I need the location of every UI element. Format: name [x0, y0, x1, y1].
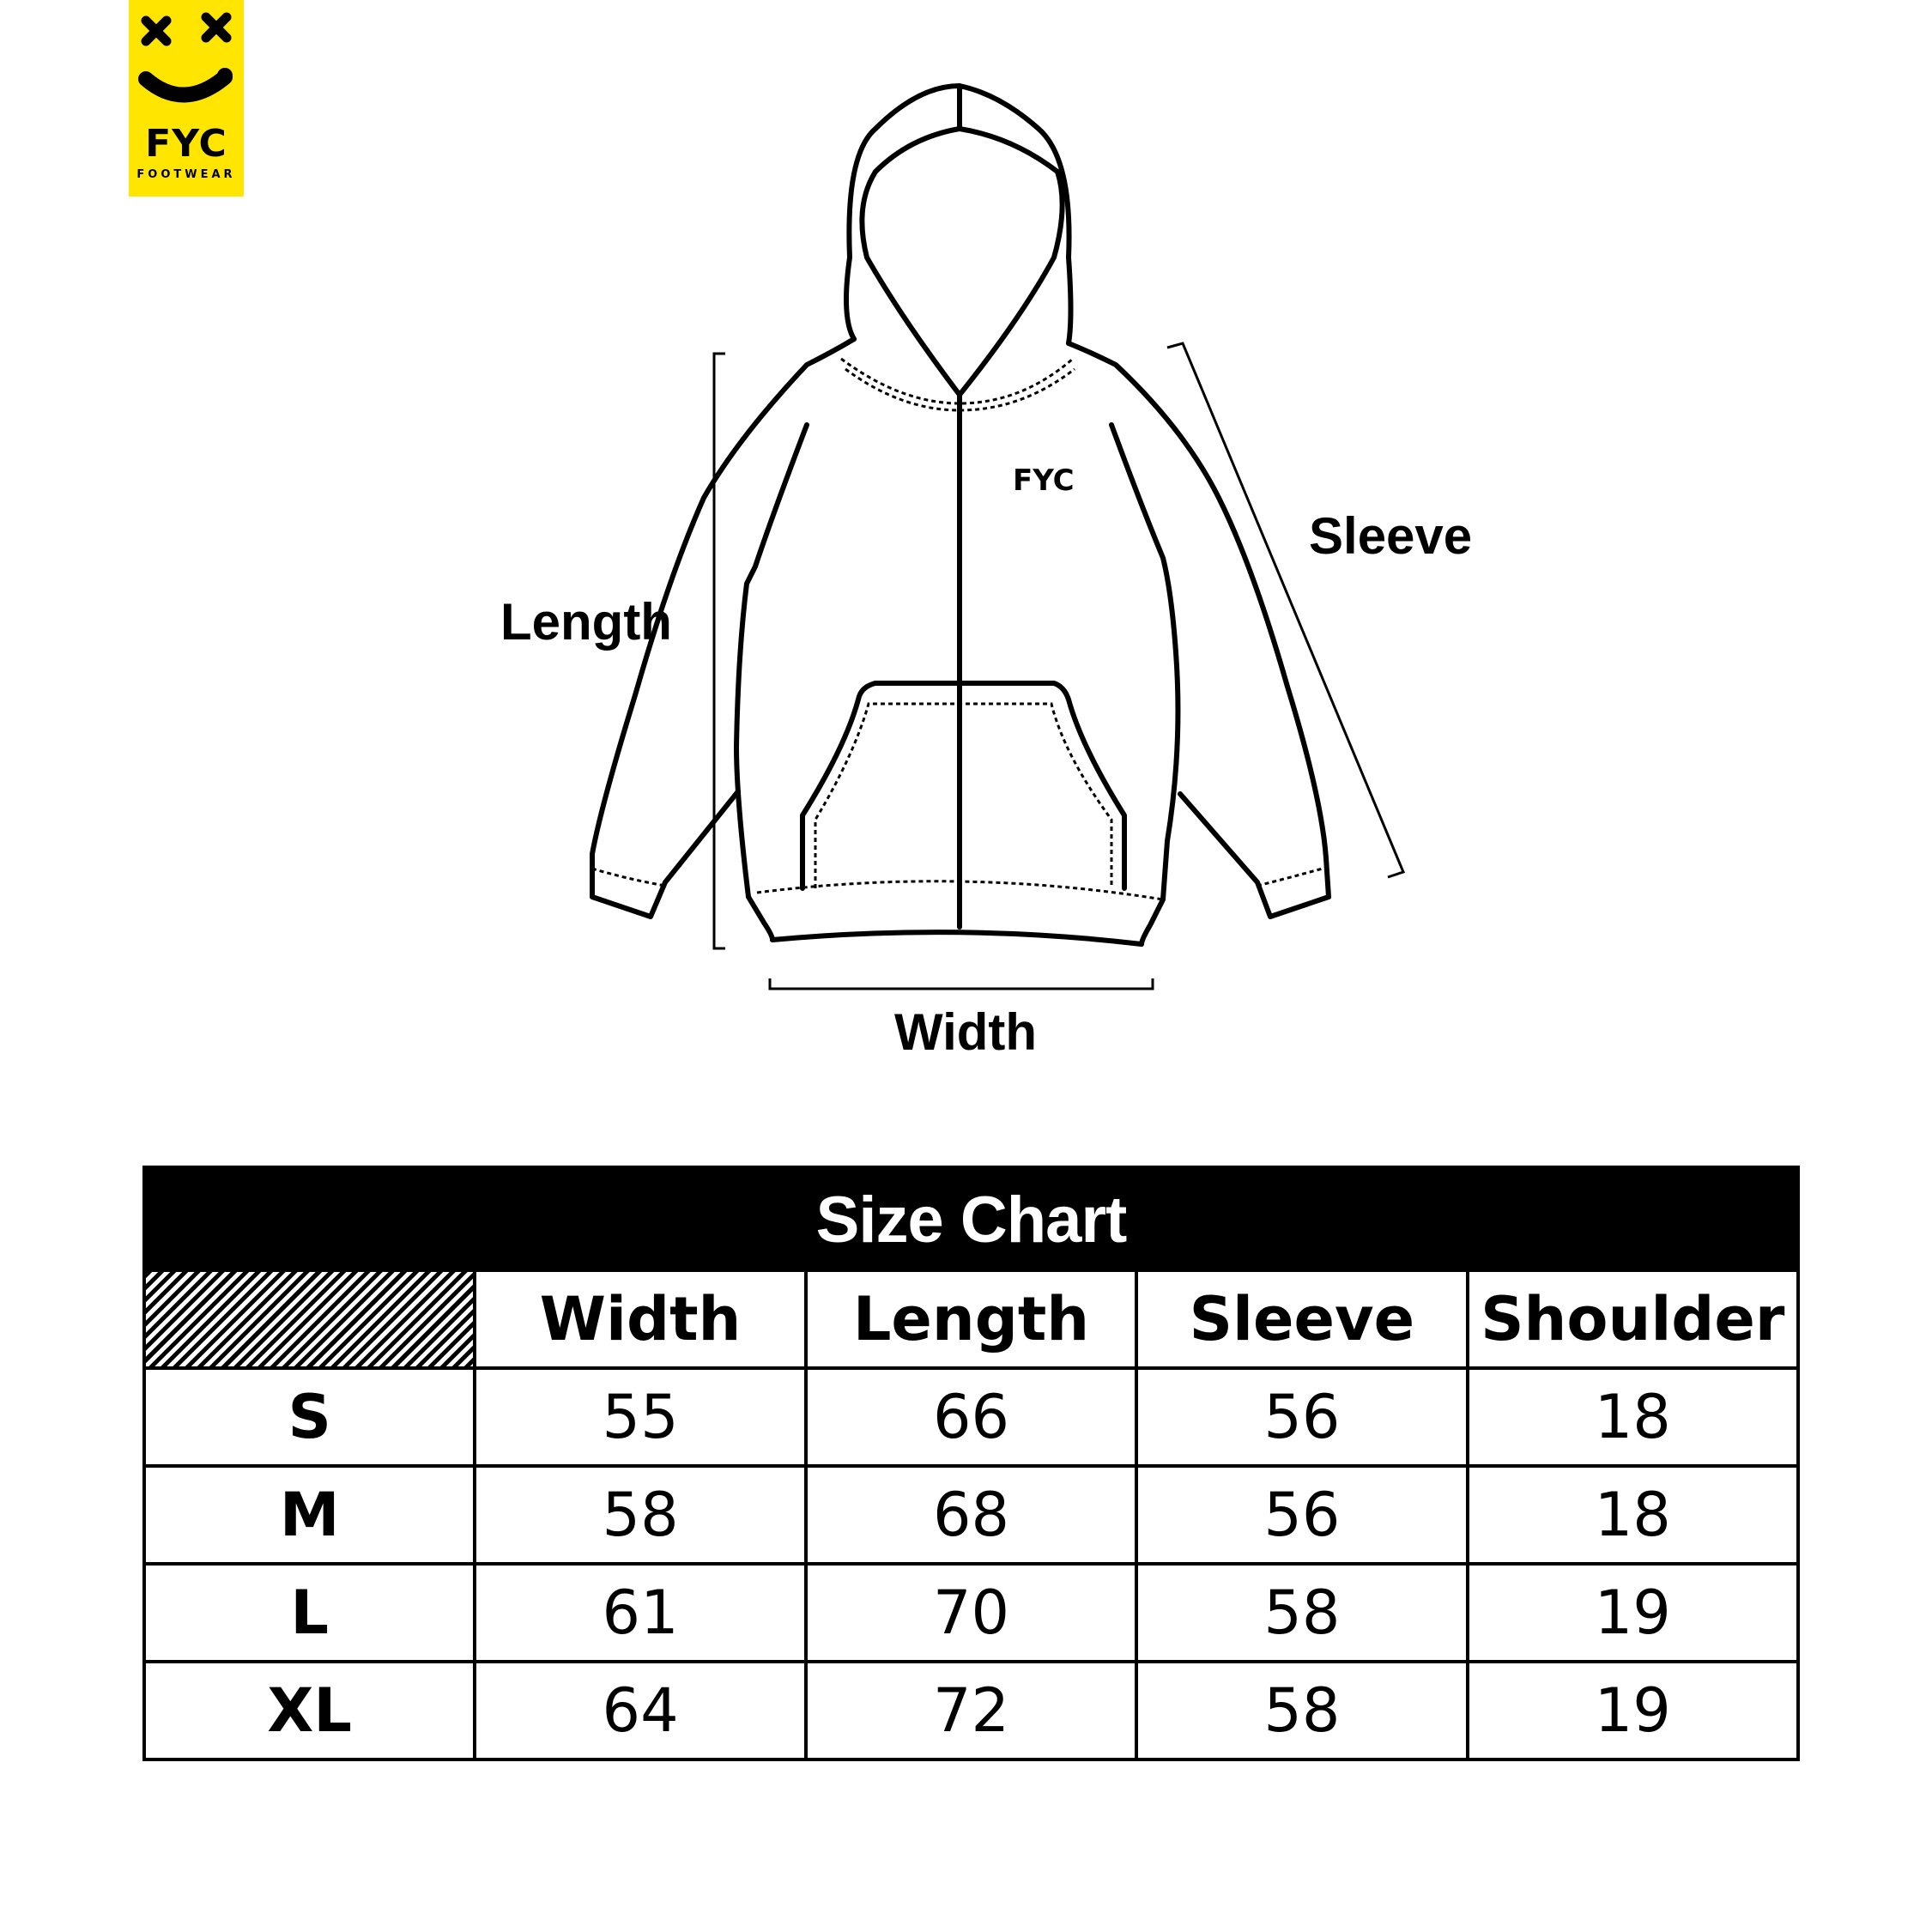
table-cell: 61	[475, 1564, 805, 1662]
logo-wordmark: FYC	[145, 122, 227, 166]
table-cell: 18	[1468, 1368, 1798, 1466]
size-chart-title: Size Chart	[142, 1166, 1800, 1269]
size-label: XL	[144, 1662, 475, 1759]
table-cell: 55	[475, 1368, 805, 1466]
column-header: Length	[806, 1270, 1136, 1368]
table-cell: 19	[1468, 1564, 1798, 1662]
table-row	[144, 1466, 1798, 1564]
table-cell: 58	[475, 1466, 805, 1564]
size-table	[142, 1269, 1800, 1761]
table-cell: 58	[1136, 1564, 1467, 1662]
table-cell: 64	[475, 1662, 805, 1759]
table-cell: 70	[806, 1564, 1136, 1662]
width-label: Width	[894, 1003, 1038, 1061]
table-cell: 18	[1468, 1466, 1798, 1564]
column-header: Shoulder	[1468, 1270, 1798, 1368]
table-cell: 56	[1136, 1466, 1467, 1564]
table-cell: 19	[1468, 1662, 1798, 1759]
size-label: M	[144, 1466, 475, 1564]
size-label: S	[144, 1368, 475, 1466]
logo-tagline: FOOTWEAR	[136, 168, 236, 181]
table-cell: 58	[1136, 1662, 1467, 1759]
table-cell: 72	[806, 1662, 1136, 1759]
length-label: Length	[500, 593, 672, 651]
hatched-corner-cell	[144, 1270, 475, 1368]
table-row	[144, 1368, 1798, 1466]
size-chart	[142, 1166, 1800, 1761]
column-header: Width	[475, 1270, 805, 1368]
sleeve-label: Sleeve	[1309, 507, 1473, 565]
column-header: Sleeve	[1136, 1270, 1467, 1368]
chest-logo-print: FYC	[1013, 463, 1075, 498]
table-row	[144, 1564, 1798, 1662]
table-cell: 68	[806, 1466, 1136, 1564]
table-cell: 66	[806, 1368, 1136, 1466]
table-header-row	[144, 1270, 1798, 1368]
size-label: L	[144, 1564, 475, 1662]
table-cell: 56	[1136, 1368, 1467, 1466]
table-row	[144, 1662, 1798, 1759]
